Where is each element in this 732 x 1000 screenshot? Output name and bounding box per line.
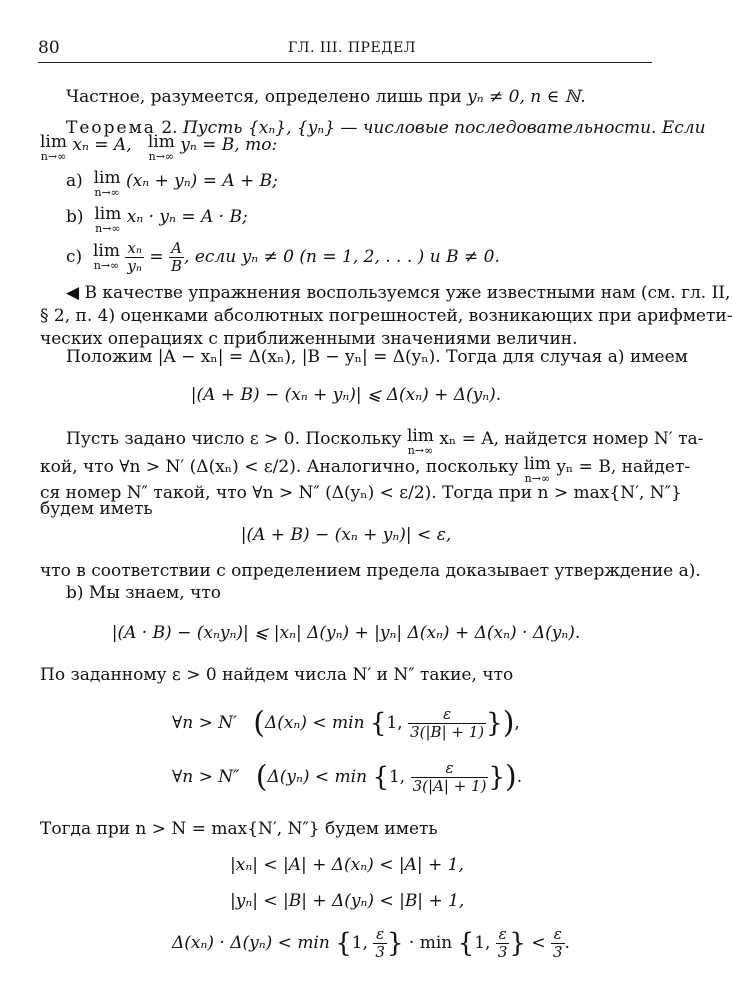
equation: |yₙ| < |B| + Δ(yₙ) < |B| + 1, [230,891,465,911]
text-line: ◀ В качестве упражнения воспользуемся уже известными нам (см. гл. II, [66,283,731,303]
text-line: ческих операциях с приближенными значениями величин. [40,329,578,349]
fraction: $\frac{\text{xₙ}}{\text{yₙ}}$ [127,239,142,275]
equation: ∀n > N″ (Δ(yₙ) < min {1, $\frac{\varepsilon}{3(|A| + 1)}$ }). [172,759,523,795]
theorem-item-b: b) lim n→∞ xₙ · yₙ = A · B; [66,204,248,235]
fraction: $\frac{\varepsilon}{3}$ [497,925,508,961]
text-line: Пусть задано число ε > 0. Поскольку lim n→∞ xₙ = A, найдется номер N′ та- [66,426,704,457]
theorem-label: Теорема [66,118,156,138]
text-line: кой, что ∀n > N′ (Δ(xₙ) < ε/2). Аналогично, поскольку lim n→∞ yₙ = B, найдет- [40,454,691,485]
fraction: $\frac{A}{B}$ [171,239,183,275]
equation: |(A + B) − (xₙ + yₙ)| < ε, [240,525,452,545]
limit-operator: lim n→∞ [147,132,175,163]
limit-operator: lim n→∞ [93,168,121,199]
limit-operator: lim n→∞ [40,132,67,163]
limit-operator: lim n→∞ [92,241,120,272]
equation: Δ(xₙ) · Δ(yₙ) < min {1, $\frac{\varepsilon}{3}$ } · min {1, $\frac{\varepsilon}{3}$ } < $\frac{\varepsilon}{3}$ . [172,925,570,961]
fraction: $\frac{\varepsilon}{3}$ [553,925,563,961]
page-number: 80 [38,38,60,58]
fraction: $\frac{\varepsilon}{3(|B| + 1)}$ [410,705,485,741]
text-line: Тогда при n > N = max{N′, N″} будем иметь [40,819,438,839]
limit-operator: lim n→∞ [523,454,551,485]
theorem-item-a: a) lim n→∞ (xₙ + yₙ) = A + B; [66,168,278,199]
running-header [38,36,652,60]
text-line: ся номер N″ такой, что ∀n > N″ (Δ(yₙ) < ε/2). Тогда при n > max{N′, N″} [40,483,682,503]
text-line: Положим |A − xₙ| = Δ(xₙ), |B − yₙ| = Δ(yₙ). Тогда для случая a) имеем [66,347,688,367]
text-line: По заданному ε > 0 найдем числа N′ и N″ такие, что [40,665,514,685]
text-line: § 2, п. 4) оценками абсолютных погрешностей, возникающих при арифмети- [40,306,732,326]
fraction: $\frac{\varepsilon}{3(|A| + 1)}$ [412,759,487,795]
equation: |xₙ| < |A| + Δ(xₙ) < |A| + 1, [230,855,464,875]
theorem-statement: Теорема 2. Пусть {xₙ}, {yₙ} — числовые последовательности. Если [66,118,706,138]
equation: |(A + B) − (xₙ + yₙ)| ⩽ Δ(xₙ) + Δ(yₙ). [190,385,502,405]
text-line: что в соответствии с определением предела доказывает утверждение a). [40,561,701,581]
limit-operator: lim n→∞ [406,426,434,457]
equation: |(A · B) − (xₙyₙ)| ⩽ |xₙ| Δ(yₙ) + |yₙ| Δ(xₙ) + Δ(xₙ) · Δ(yₙ). [111,623,581,643]
theorem-item-c: c) lim n→∞ $\frac{\text{xₙ}}{\text{yₙ}}$ = $\frac{A}{B}$ , если yₙ ≠ 0 (n = 1, 2, . . . ) и B ≠ 0. [66,239,500,275]
text-line: b) Мы знаем, что [66,583,221,603]
theorem-hypothesis: lim n→∞ xₙ = A, lim n→∞ yₙ = B, то: [40,132,278,163]
text-line: Частное, разумеется, определено лишь при yₙ ≠ 0, n ∈ ℕ. [66,87,586,107]
limit-operator: lim n→∞ [94,204,122,235]
chapter-title: ГЛ. III. ПРЕДЕЛ [288,40,416,56]
fraction: $\frac{\varepsilon}{3}$ [375,925,385,961]
equation: ∀n > N′ (Δ(xₙ) < min {1, $\frac{\varepsilon}{3(|B| + 1)}$ }), [172,705,520,741]
header-rule [38,62,652,63]
text-line: будем иметь [40,499,153,519]
